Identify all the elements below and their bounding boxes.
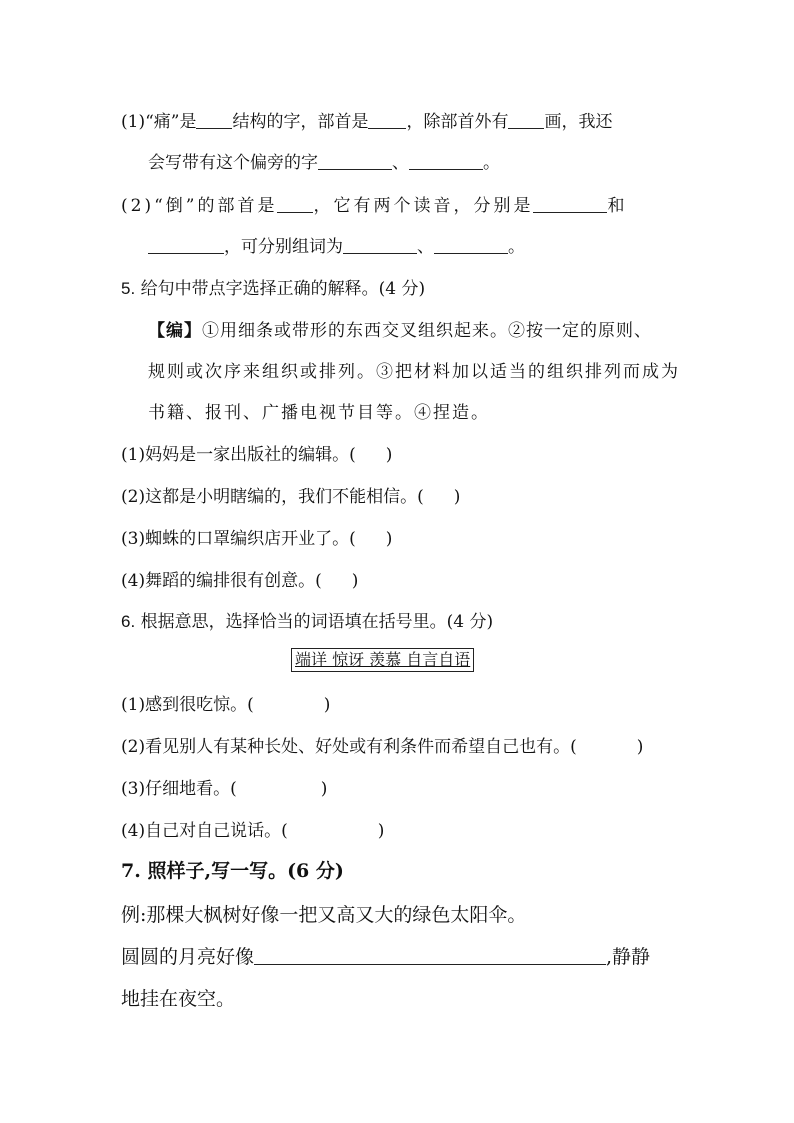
q4-item1-blank-structure[interactable] [196, 127, 232, 129]
q6-item-1-close: ) [323, 695, 331, 715]
q5-item-2 [121, 482, 460, 507]
q4-item2-blank-word1[interactable] [343, 252, 417, 254]
q5-def-line3: 书籍、报刊、广播电视节目等。④捏造。 [148, 403, 490, 423]
q5-item-4-text: (4)舞蹈的编排很有创意。( [121, 571, 322, 591]
q5-definition-line3 [148, 398, 490, 423]
q4-item1-line1 [121, 107, 612, 132]
q6-item-2-text: (2)看见别人有某种长处、好处或有利条件而希望自己也有。( [121, 737, 577, 757]
q6-item-3-close: ) [320, 779, 328, 799]
q7-prompt-b: ,静静 [606, 946, 651, 968]
q7-prompt-a: 圆圆的月亮好像 [121, 946, 255, 968]
q6-number: 6. [121, 612, 136, 631]
q4-item2-line2 [148, 232, 525, 257]
q4-item2-sep: 、 [417, 237, 434, 257]
q7-prompt-line2 [121, 984, 235, 1011]
q5-item-2-text: (2)这都是小明瞎编的，我们不能相信。( [121, 487, 424, 507]
q5-definition-line1 [148, 316, 652, 341]
q4-item1-blank-char1[interactable] [318, 168, 392, 170]
q4-item1-line2 [148, 148, 500, 173]
q5-item-3 [121, 524, 392, 549]
q5-item-4 [121, 566, 358, 591]
q4-item1-sep: 、 [392, 153, 409, 173]
q4-item2-end: 。 [508, 237, 525, 257]
q5-item-1-close: ) [385, 445, 393, 465]
q4-item1-blank-radical[interactable] [368, 127, 406, 129]
q5-item-3-text: (3)蜘蛛的口罩编织店开业了。( [121, 529, 356, 549]
q5-number: 5. [121, 279, 136, 298]
q6-item-4 [121, 816, 384, 841]
q6-item-2-close: ) [636, 737, 644, 757]
q4-item2-text-d: ，可分别组词为 [224, 237, 343, 257]
q4-item2-blank-radical[interactable] [277, 211, 313, 213]
q6-item-1-text: (1)感到很吃惊。( [121, 695, 254, 715]
q4-item2-line1 [121, 191, 627, 216]
q6-title: 根据意思，选择恰当的词语填在括号里。(4 分) [140, 612, 494, 632]
q4-item2-blank-reading1[interactable] [533, 211, 607, 213]
q4-item1-blank-strokes[interactable] [508, 127, 544, 129]
q4-item1-text-b: 结构的字，部首是 [232, 112, 369, 132]
q4-item2-blank-reading2[interactable] [148, 252, 224, 254]
q5-item-2-close: ) [453, 487, 461, 507]
q5-definition-line2 [148, 357, 680, 382]
q5-item-1 [121, 440, 392, 465]
q7-answer-blank[interactable] [254, 963, 606, 965]
q5-heading [121, 274, 425, 299]
q5-title: 给句中带点字选择正确的解释。(4 分) [140, 279, 426, 299]
q4-item1-end: 。 [483, 153, 500, 173]
q6-item-1 [121, 690, 330, 715]
q4-item1-text-a: (1)“痛”是 [121, 112, 197, 132]
q4-item2-text-c: 和 [607, 196, 628, 216]
q4-item2-blank-word2[interactable] [434, 252, 508, 254]
q6-item-3-text: (3)仔细地看。( [121, 779, 237, 799]
q5-def-line1: ①用细条或带形的东西交叉组织起来。②按一定的原则、 [202, 321, 652, 341]
q4-item2-text-b: ，它有两个读音，分别是 [313, 196, 534, 216]
q5-item-4-close: ) [351, 571, 359, 591]
q5-item-3-close: ) [385, 529, 393, 549]
q6-item-4-text: (4)自己对自己说话。( [121, 821, 288, 841]
q6-item-4-close: ) [377, 821, 385, 841]
q7-title: 7. 照样子,写一写。(6 分) [121, 860, 344, 882]
q6-item-2 [121, 732, 643, 757]
q6-item-3 [121, 774, 327, 799]
q7-example-text: 例:那棵大枫树好像一把又高又大的绿色太阳伞。 [121, 904, 527, 926]
q4-item1-text-c: ，除部首外有 [406, 112, 509, 132]
q7-prompt-c: 地挂在夜空。 [121, 988, 236, 1010]
q6-word-box: 端详 惊讶 羡慕 自言自语 [291, 648, 474, 672]
q4-item2-text-a: (2)“倒”的部首是 [121, 196, 278, 216]
q7-example [121, 900, 526, 927]
q5-def-head: 【编】 [148, 321, 202, 341]
q4-item1-text-d: 画，我还 [544, 112, 613, 132]
q7-prompt-line1 [121, 942, 650, 969]
q7-heading [121, 856, 344, 883]
q4-item1-text-e: 会写带有这个偏旁的字 [148, 153, 318, 173]
q4-item1-blank-char2[interactable] [409, 168, 483, 170]
q6-heading [121, 607, 493, 632]
q5-def-line2: 规则或次序来组织或排列。③把材料加以适当的组织排列而成为 [148, 362, 680, 382]
q5-item-1-text: (1)妈妈是一家出版社的编辑。( [121, 445, 356, 465]
